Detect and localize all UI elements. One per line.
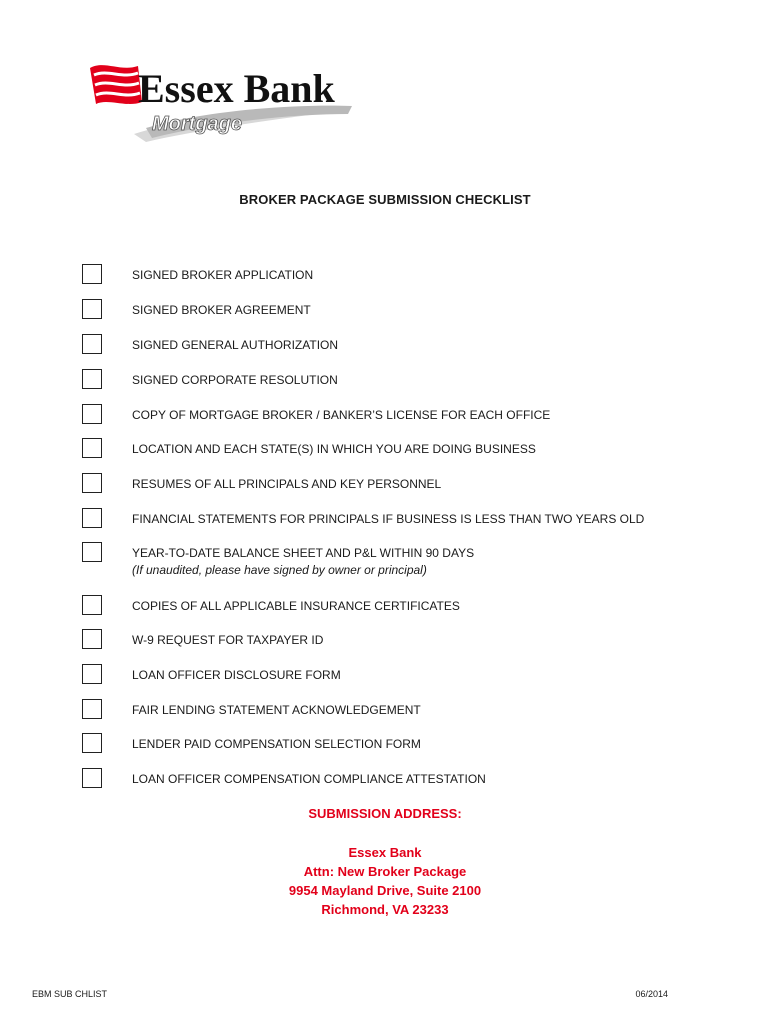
checkbox[interactable] bbox=[82, 595, 102, 615]
item-label: LOAN OFFICER COMPENSATION COMPLIANCE ATTESTATION bbox=[132, 772, 486, 786]
item-note: (If unaudited, please have signed by owner or principal) bbox=[132, 563, 427, 577]
item-label: COPIES OF ALL APPLICABLE INSURANCE CERTIFICATES bbox=[132, 599, 460, 613]
item-label: SIGNED BROKER AGREEMENT bbox=[132, 303, 311, 317]
item-label: YEAR-TO-DATE BALANCE SHEET AND P&L WITHIN 90 DAYS bbox=[132, 546, 475, 560]
checkbox[interactable] bbox=[82, 473, 102, 493]
checkbox[interactable] bbox=[82, 438, 102, 458]
item-label: W-9 REQUEST FOR TAXPAYER ID bbox=[132, 633, 324, 647]
item-label: SIGNED BROKER APPLICATION bbox=[132, 268, 314, 282]
checkbox[interactable] bbox=[82, 299, 102, 319]
checkbox[interactable] bbox=[82, 629, 102, 649]
address-line: Attn: New Broker Package bbox=[303, 864, 467, 879]
item-label: LOCATION AND EACH STATE(S) IN WHICH YOU ARE DOING BUSINESS bbox=[132, 442, 536, 456]
submission-address bbox=[0, 843, 770, 919]
checkbox[interactable] bbox=[82, 508, 102, 528]
address-line: Richmond, VA 23233 bbox=[321, 902, 449, 917]
item-label: FINANCIAL STATEMENTS FOR PRINCIPALS IF BUSINESS IS LESS THAN TWO YEARS OLD bbox=[132, 512, 645, 526]
checkbox[interactable] bbox=[82, 334, 102, 354]
page-title: BROKER PACKAGE SUBMISSION CHECKLIST bbox=[239, 192, 531, 207]
logo-sub: Mortgage bbox=[152, 113, 242, 135]
item-label: SIGNED GENERAL AUTHORIZATION bbox=[132, 338, 339, 352]
item-label: LOAN OFFICER DISCLOSURE FORM bbox=[132, 668, 341, 682]
checkbox[interactable] bbox=[82, 404, 102, 424]
checkbox[interactable] bbox=[82, 264, 102, 284]
submission-address-heading: SUBMISSION ADDRESS: bbox=[308, 806, 462, 821]
address-line: 9954 Mayland Drive, Suite 2100 bbox=[288, 883, 482, 898]
checkbox[interactable] bbox=[82, 733, 102, 753]
address-line: Essex Bank bbox=[348, 845, 422, 860]
item-label: LENDER PAID COMPENSATION SELECTION FORM bbox=[132, 737, 421, 751]
checkbox[interactable] bbox=[82, 664, 102, 684]
checkbox[interactable] bbox=[82, 699, 102, 719]
checkbox[interactable] bbox=[82, 768, 102, 788]
revision-date: 06/2014 bbox=[635, 989, 668, 999]
item-label: COPY OF MORTGAGE BROKER / BANKER’S LICENSE FOR EACH OFFICE bbox=[132, 408, 551, 422]
form-code: EBM SUB CHLIST bbox=[32, 989, 108, 999]
item-label: SIGNED CORPORATE RESOLUTION bbox=[132, 373, 338, 387]
item-label: FAIR LENDING STATEMENT ACKNOWLEDGEMENT bbox=[132, 703, 421, 717]
checkbox[interactable] bbox=[82, 369, 102, 389]
logo-name: Essex Bank bbox=[138, 66, 335, 111]
checkbox[interactable] bbox=[82, 542, 102, 562]
item-label: RESUMES OF ALL PRINCIPALS AND KEY PERSONNEL bbox=[132, 477, 442, 491]
